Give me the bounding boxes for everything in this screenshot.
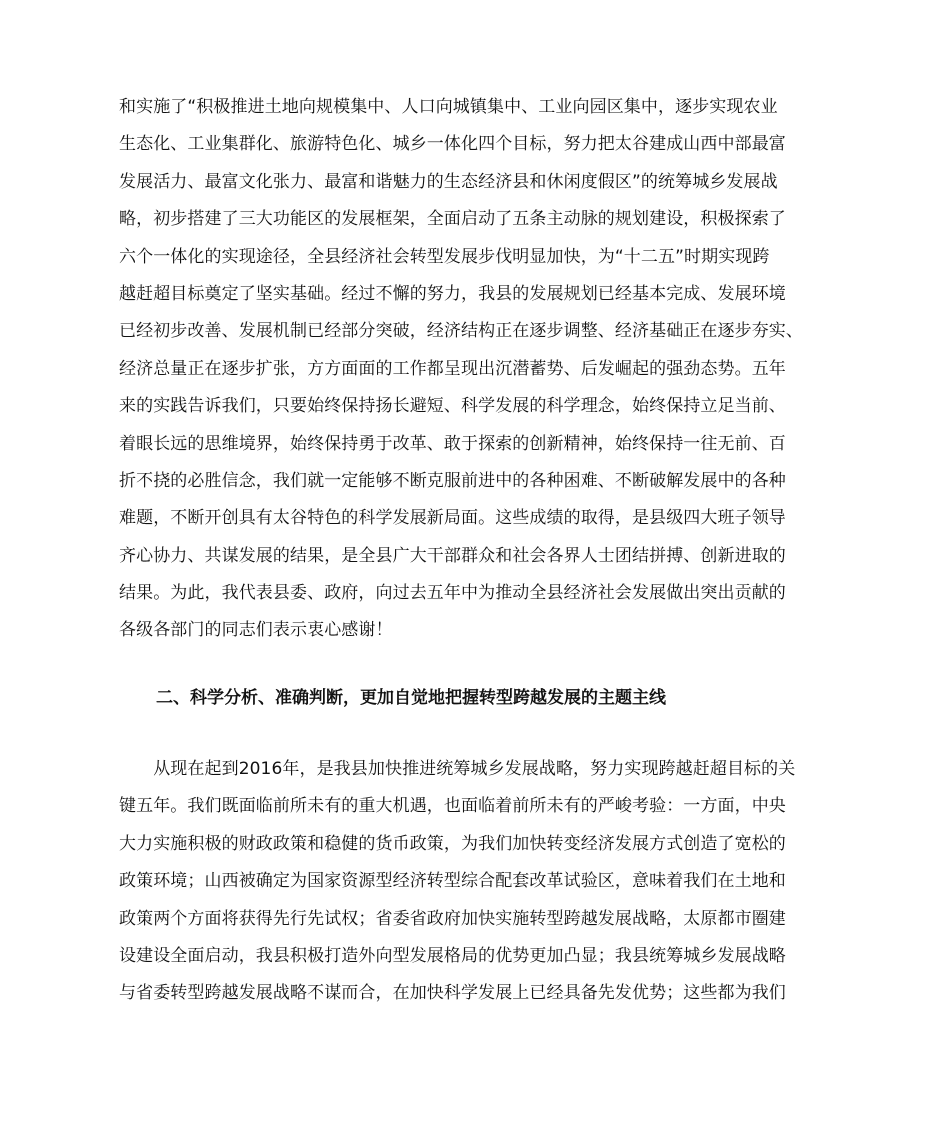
text-line: 和实施了“积极推进土地向规模集中、人口向城镇集中、工业向园区集中，逐步实现农业 xyxy=(119,97,778,117)
text-line: 着眼长远的思维境界，始终保持勇于改革、敢于探索的创新精神，始终保持一往无前、百 xyxy=(119,433,786,454)
text-line: 与省委转型跨越发展战略不谋而合，在加快科学发展上已经具备先发优势；这些都为我们 xyxy=(119,983,786,1004)
text-line: 难题，不断开创具有太谷特色的科学发展新局面。这些成绩的取得，是县级四大班子领导 xyxy=(119,508,786,529)
text-line: 大力实施积极的财政政策和稳健的货币政策，为我们加快转变经济发展方式创造了宽松的 xyxy=(119,833,786,854)
text-line: 政策两个方面将获得先行先试权；省委省政府加快实施转型跨越发展战略，太原都市圈建 xyxy=(119,908,786,929)
text-line: 生态化、工业集群化、旅游特色化、城乡一体化四个目标，努力把太谷建成山西中部最富 xyxy=(119,134,786,155)
text-line: 来的实践告诉我们，只要始终保持扬长避短、科学发展的科学理念，始终保持立足当前、 xyxy=(119,396,786,417)
text-line: 经济总量正在逐步扩张，方方面面的工作都呈现出沉潜蓄势、后发崛起的强劲态势。五年 xyxy=(119,358,786,379)
text-line: 略，初步搭建了三大功能区的发展框架，全面启动了五条主动脉的规划建设，积极探索了 xyxy=(119,209,786,230)
section-heading: 二、科学分析、准确判断，更加自觉地把握转型跨越发展的主题主线 xyxy=(156,688,666,708)
text-line: 政策环境；山西被确定为国家资源型经济转型综合配套改革试验区，意味着我们在土地和 xyxy=(119,871,786,892)
text-line: 越赶超目标奠定了坚实基础。经过不懈的努力，我县的发展规划已经基本完成、发展环境 xyxy=(119,283,786,304)
text-line: 从现在起到2016年，是我县加快推进统筹城乡发展战略，努力实现跨越赶超目标的关 xyxy=(119,759,796,779)
paragraph-2 xyxy=(119,751,839,1013)
text-line: 六个一体化的实现途径，全县经济社会转型发展步伐明显加快，为“十二五”时期实现跨 xyxy=(119,246,770,267)
text-line: 键五年。我们既面临前所未有的重大机遇，也面临着前所未有的严峻考验：一方面，中央 xyxy=(119,796,786,817)
text-line: 已经初步改善、发展机制已经部分突破，经济结构正在逐步调整、经济基础正在逐步夯实、 xyxy=(119,321,803,342)
text-line: 结果。为此，我代表县委、政府，向过去五年中为推动全县经济社会发展做出突出贡献的 xyxy=(119,583,786,604)
text-line: 各级各部门的同志们表示衷心感谢！ xyxy=(119,620,393,641)
text-line: 设建设全面启动，我县积极打造外向型发展格局的优势更加凸显；我县统筹城乡发展战略 xyxy=(119,945,786,966)
text-line: 齐心协力、共谋发展的结果，是全县广大干部群众和社会各界人士团结拼搏、创新进取的 xyxy=(119,545,786,566)
text-line: 发展活力、最富文化张力、最富和谐魅力的生态经济县和休闲度假区”的统筹城乡发展战 xyxy=(119,171,778,192)
text-line: 折不挠的必胜信念，我们就一定能够不断克服前进中的各种困难、不断破解发展中的各种 xyxy=(119,470,786,491)
paragraph-1 xyxy=(119,89,839,650)
